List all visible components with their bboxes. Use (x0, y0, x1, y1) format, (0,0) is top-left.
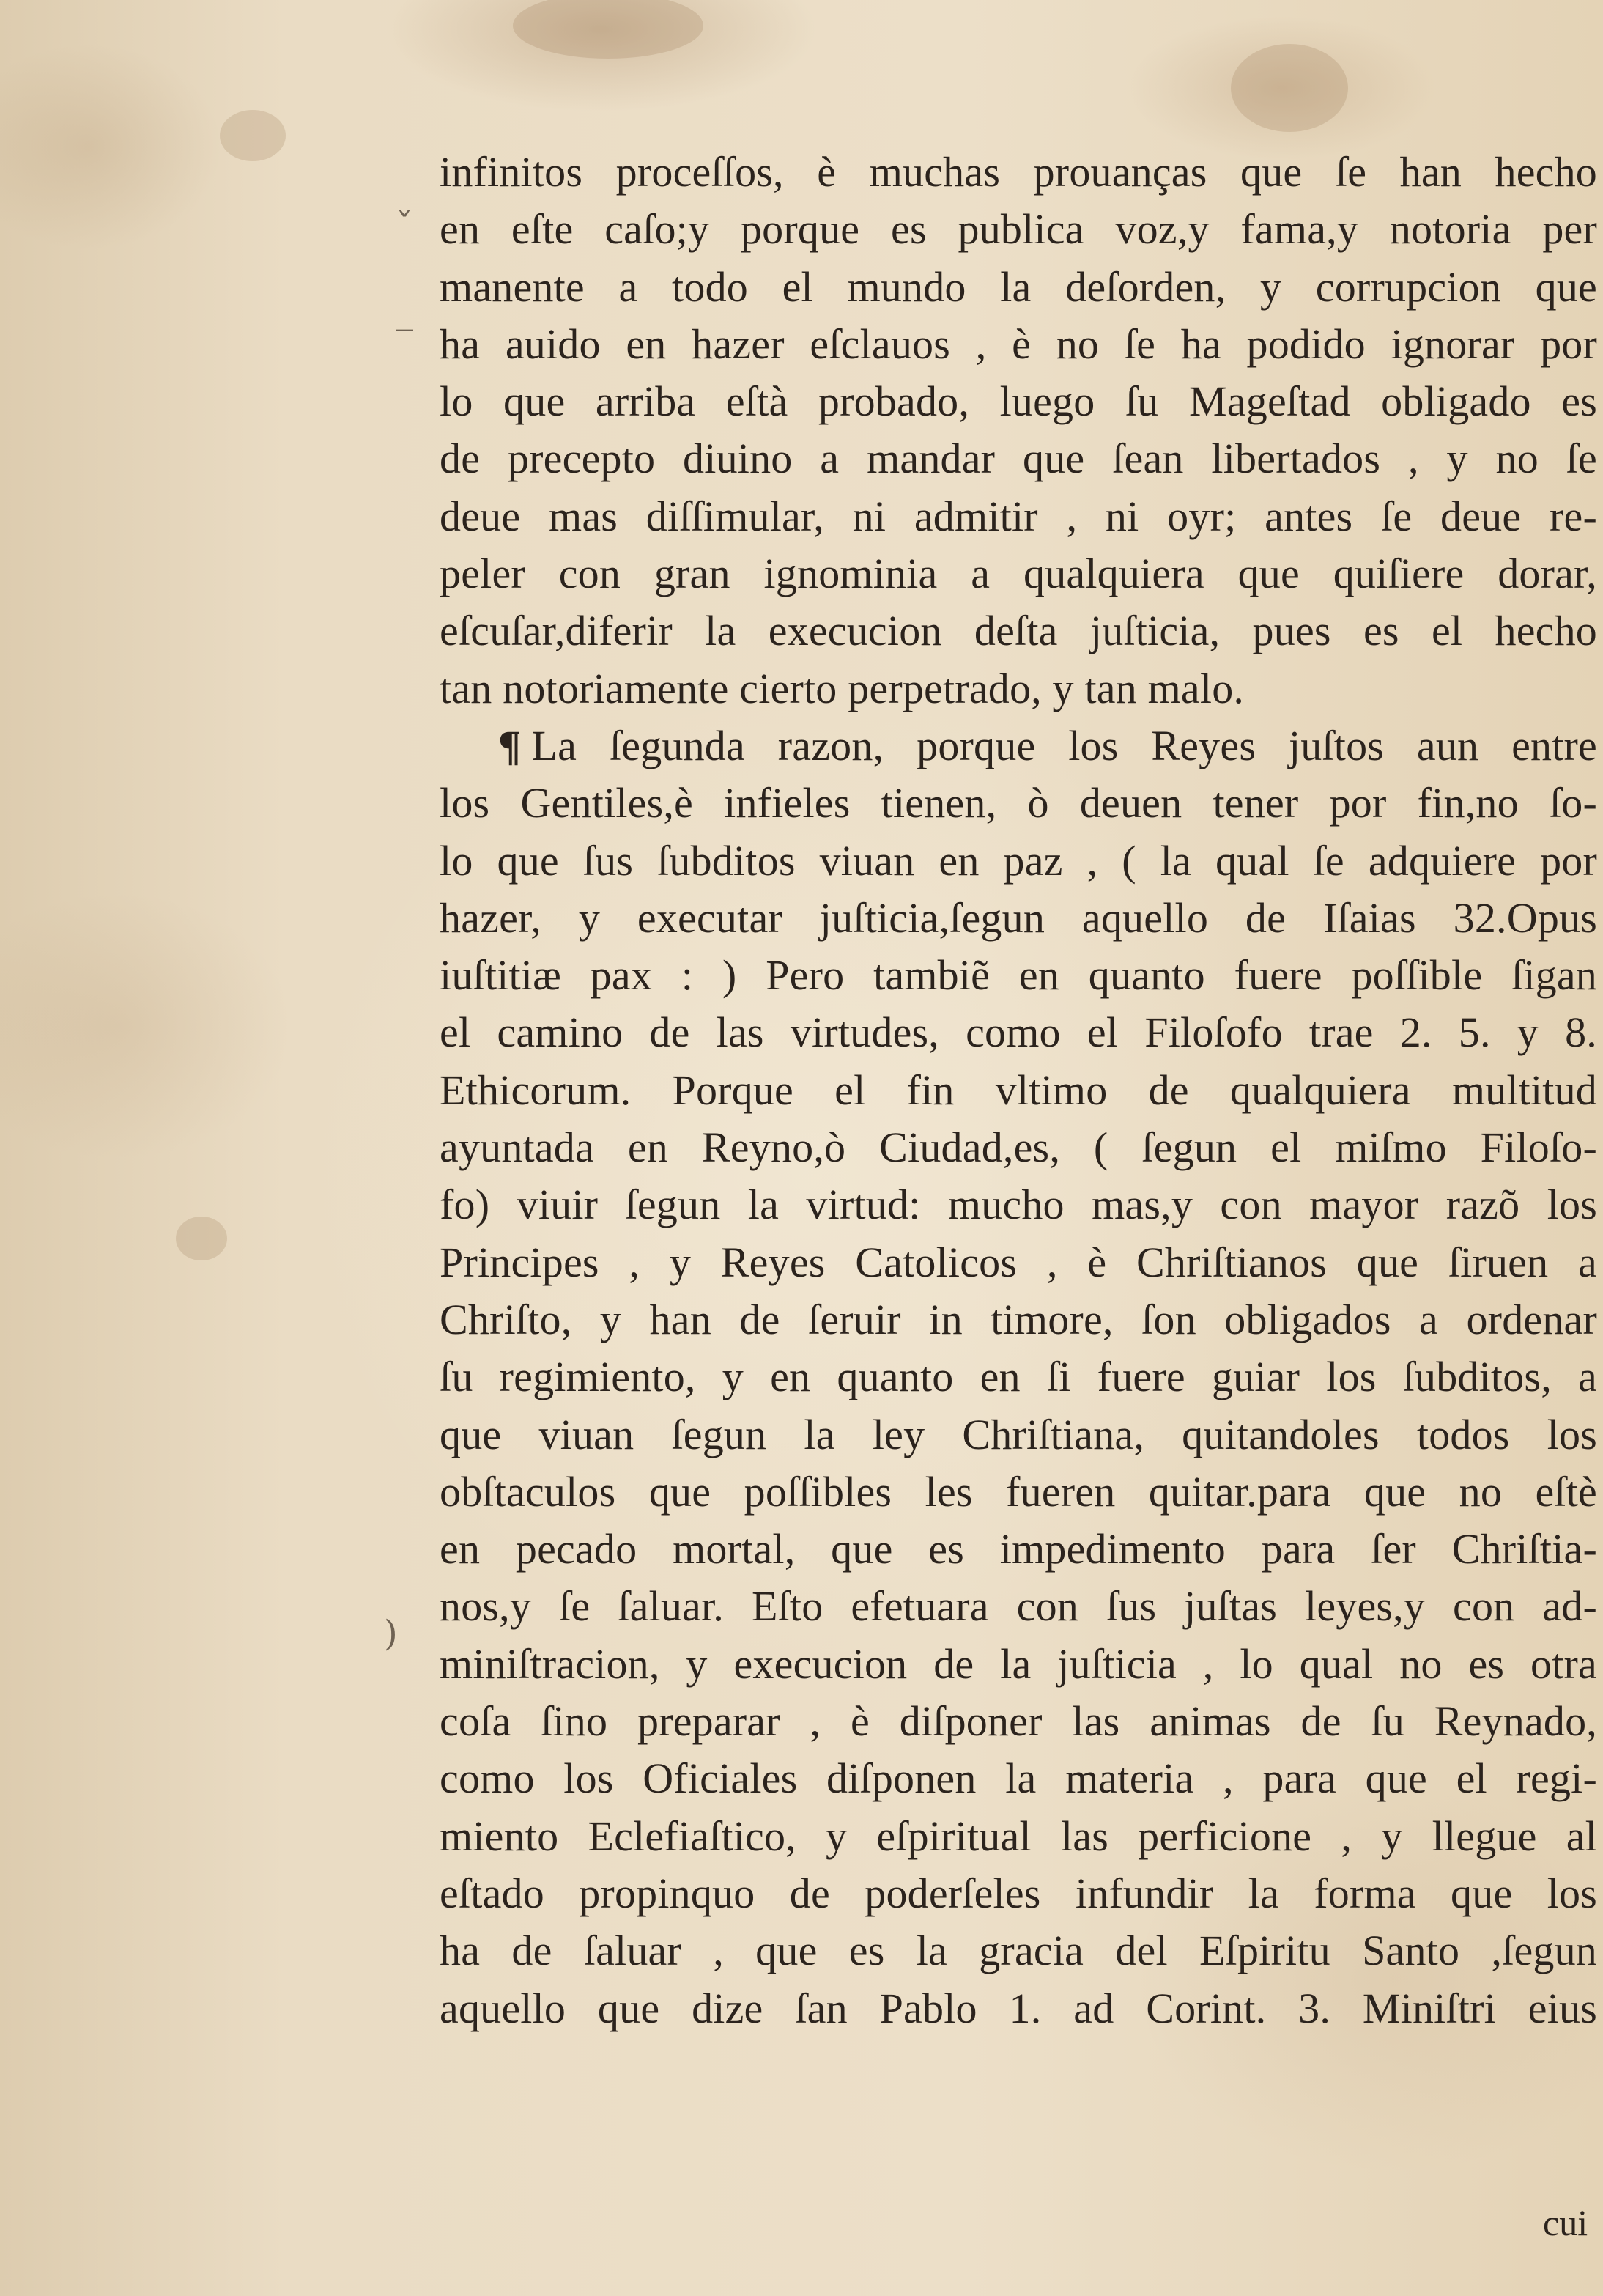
text-line-11-body: La ſegunda razon, porque los Reyes juſtos aun entre (531, 721, 1597, 769)
text-line-24: obſtaculos que poſſibles les fueren quitar.para que no eſtè (440, 1467, 1597, 1516)
stain-mid-left (176, 1217, 227, 1260)
text-line-18: ayuntada en Reyno,ò Ciudad,es, ( ſegun el miſmo Filoſo- (440, 1123, 1597, 1172)
text-line-16: el camino de las virtudes, como el Filoſofo trae 2. 5. y 8. (440, 1008, 1597, 1057)
text-line-13: lo que ſus ſubditos viuan en paz , ( la qual ſe adquiere por (440, 836, 1597, 885)
text-line-9: eſcuſar,diferir la execucion deſta juſticia, pues es el hecho (440, 607, 1597, 655)
text-line-2: en eſte caſo;y porque es publica voz,y fama,y notoria per (440, 205, 1597, 254)
text-line-7: deue mas diſſimular, ni admitir , ni oyr; antes ſe deue re- (440, 492, 1597, 540)
text-line-33: aquello que dize ſan Pablo 1. ad Corint. 3. Miniſtri eius (440, 1984, 1597, 2032)
stain-top-right (1231, 44, 1348, 132)
text-line-32: ha de ſaluar , que es la gracia del Eſpiritu Santo ,ſegun (440, 1927, 1597, 1975)
pilcrow-mark: ¶ (498, 721, 522, 769)
text-line-20: Principes , y Reyes Catolicos , è Chriſtianos que ſiruen a (440, 1238, 1597, 1286)
text-line-5: lo que arriba eſtà probado, luego ſu Mageſtad obligado es (440, 377, 1597, 426)
text-line-15: iuſtitiæ pax : ) Pero tambiẽ en quanto fuere poſſible ſigan (440, 951, 1597, 1000)
text-line-25: en pecado mortal, que es impedimento para ſer Chriſtia- (440, 1525, 1597, 1573)
text-line-21: Chriſto, y han de ſeruir in timore, ſon obligados a ordenar (440, 1295, 1597, 1343)
text-line-23: que viuan ſegun la ley Chriſtiana, quitandoles todos los (440, 1410, 1597, 1458)
text-line-8: peler con gran ignominia a qualquiera que quiſiere dorar, (440, 550, 1597, 598)
text-line-28: coſa ſino preparar , è diſponer las animas de ſu Reynado, (440, 1697, 1597, 1746)
text-line-27: miniſtracion, y execucion de la juſticia , lo qual no es otra (440, 1639, 1597, 1688)
margin-mark-dash: _ (396, 290, 413, 331)
text-line-12: los Gentiles,è infieles tienen, ò deuen tener por fin,no ſo- (440, 779, 1597, 827)
body-text (440, 144, 1597, 2037)
margin-mark-upper: ˇ (396, 206, 413, 247)
text-line-3: manente a todo el mundo la deſorden, y corrupcion que (440, 262, 1597, 311)
text-line-22: ſu regimiento, y en quanto en ſi fuere guiar los ſubditos, a (440, 1353, 1597, 1401)
text-line-19: fo) viuir ſegun la virtud: mucho mas,y con mayor razõ los (440, 1181, 1597, 1229)
stain-top-left (220, 110, 286, 161)
text-line-31: eſtado propinquo de poderſeles infundir la forma que los (440, 1869, 1597, 1917)
catchword: cui (1543, 2202, 1588, 2243)
text-line-6: de precepto diuino a mandar que ſean libertados , y no ſe (440, 435, 1597, 483)
text-line-14: hazer, y executar juſticia,ſegun aquello de Iſaias 32.Opus (440, 893, 1597, 942)
margin-mark-paren: ) (384, 1613, 398, 1654)
text-line-1: infinitos proceſſos, è muchas prouanças que ſe han hecho (440, 148, 1597, 196)
text-line-17: Ethicorum. Porque el fin vltimo de qualquiera multitud (440, 1066, 1597, 1114)
stain-top-center (513, 0, 703, 59)
text-line-11 (440, 717, 1597, 775)
text-line-26: nos,y ſe ſaluar. Eſto efetuara con ſus juſtas leyes,y con ad- (440, 1582, 1597, 1631)
text-line-30: miento Eclefiaſtico, y eſpiritual las perficione , y llegue al (440, 1812, 1597, 1860)
text-line-29: como los Oficiales diſponen la materia , para que el regi- (440, 1754, 1597, 1803)
text-line-10: tan notoriamente cierto perpetrado, y tan malo. (440, 664, 1245, 712)
text-line-4: ha auido en hazer eſclauos , è no ſe ha podido ignorar por (440, 320, 1597, 368)
